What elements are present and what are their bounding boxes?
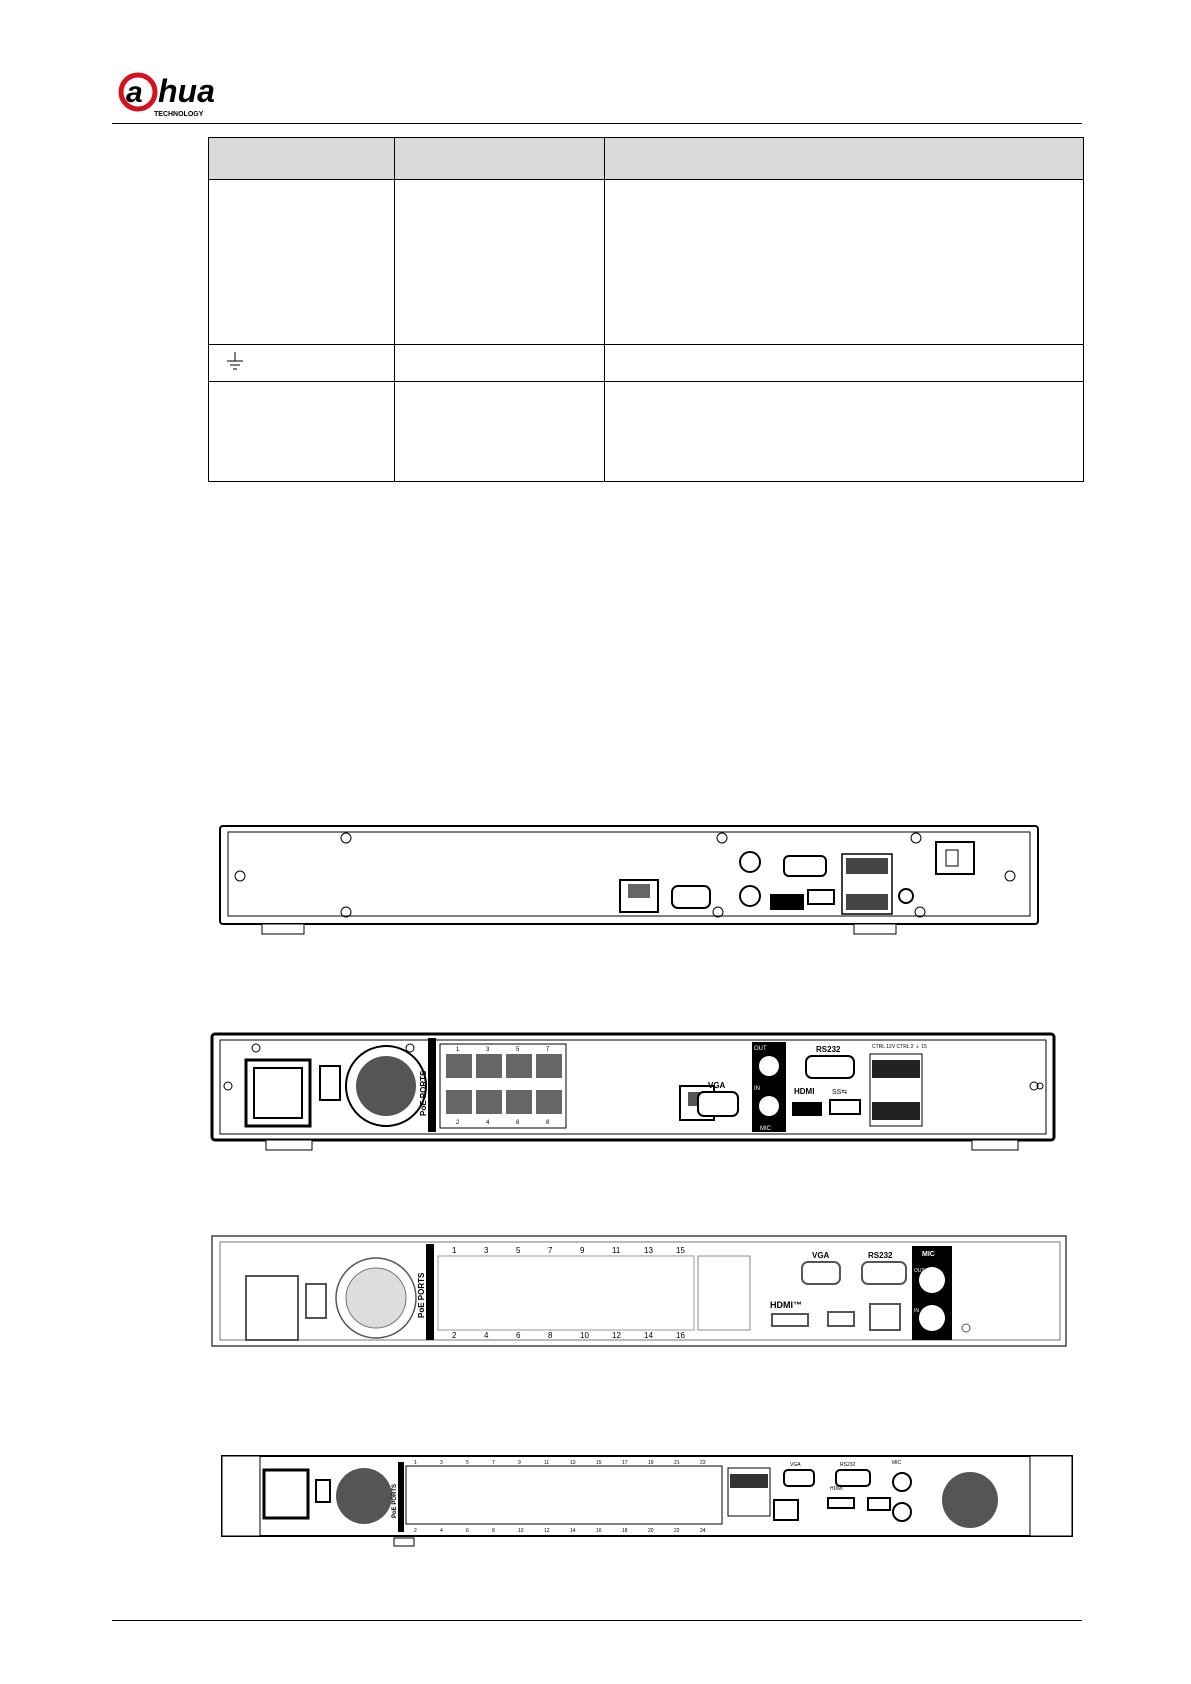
port-number: 11 [612,1246,621,1255]
poe-port-group [438,1256,694,1330]
poe-port [506,1054,532,1078]
vga-port [802,1262,840,1284]
mic-label: MIC [922,1251,935,1258]
rear-panel-figure-4 [218,1452,1076,1562]
audio-out-jack [893,1473,911,1491]
port-number: 7 [492,1460,495,1466]
rs232-port [806,1056,854,1078]
port-number: 3 [484,1246,489,1255]
port-number: 8 [546,1120,550,1126]
poe-port [536,1090,562,1114]
port-number: 13 [644,1246,653,1255]
port-number: 2 [456,1120,460,1126]
hdmi-label: HDMI [794,1087,815,1096]
logo-text: hua [158,73,215,109]
spec-table [208,137,1084,482]
port-number: 11 [544,1460,550,1466]
table-header-cell [395,138,605,180]
hdmi-port [792,1102,822,1116]
fan [336,1468,392,1524]
port-number: 5 [516,1246,521,1255]
port-number: 10 [580,1331,589,1340]
vga-label: VGA [812,1251,830,1260]
power-switch [320,1066,340,1100]
logo-a: a [126,76,143,109]
hdmi-port [828,1498,854,1508]
usb-port [868,1498,890,1510]
poe-label-bar [398,1462,404,1532]
usb-port [828,1312,854,1326]
ground-icon [209,348,249,374]
hdmi-label: HDMI™ [770,1300,802,1310]
table-header-row [209,138,1084,180]
vga-port [672,886,710,908]
rs232-label: RS232 [868,1251,893,1260]
port-number: 17 [622,1460,628,1466]
in-label: IN [914,1308,919,1314]
port-number: 1 [456,1047,460,1053]
port-number: 21 [674,1460,680,1466]
hdmi-label: HDMI [830,1486,843,1492]
poe-ports-label: PoE PORTS [392,1483,398,1518]
port-number: 2 [452,1331,457,1340]
usb-port [830,1100,860,1114]
port-number: 9 [580,1246,585,1255]
power-inlet [264,1470,308,1518]
poe-label-bar [426,1244,434,1340]
port-number: 5 [516,1047,520,1053]
power-inlet [246,1276,298,1340]
table-header-cell [209,138,395,180]
port-number: 7 [546,1047,550,1053]
port-number: 18 [622,1528,628,1534]
fan-2 [942,1472,998,1528]
poe-port [446,1054,472,1078]
port-number: 6 [516,1331,521,1340]
poe-port [476,1090,502,1114]
header-rule [112,123,1082,124]
port-number: 13 [570,1460,576,1466]
port-number: 1 [452,1246,457,1255]
table-row [209,180,1084,345]
rs232-port [862,1262,906,1284]
audio-in-jack [740,886,760,906]
audio-out-jack [759,1056,779,1076]
rear-panel-figure-3 [200,1232,1080,1362]
port-number: 16 [676,1331,685,1340]
table-cell [209,180,395,345]
vga-label: VGA [708,1081,726,1090]
table-cell [605,382,1084,482]
logo-subtext: TECHNOLOGY [154,111,204,118]
audio-in-jack [919,1305,945,1331]
table-row [209,345,1084,382]
port-number: 14 [570,1528,576,1534]
poe-port-group [440,1044,566,1128]
table-cell [209,345,395,382]
rear-panel-figure-2 [200,1030,1080,1162]
power-switch [306,1284,326,1318]
audio-out-jack [740,852,760,872]
port-number: 8 [548,1331,553,1340]
usb-label: SS⇆ [832,1089,848,1096]
rs232-port [836,1470,870,1486]
port-number: 22 [674,1528,680,1534]
hdmi-port [770,894,804,910]
network-port [870,1304,900,1330]
table-cell [209,382,395,482]
vga-port [698,1092,738,1116]
port-number: 16 [596,1528,602,1534]
footer-rule [112,1620,1082,1621]
poe-port [446,1090,472,1114]
poe-port [506,1090,532,1114]
mic-label: MIC [892,1460,902,1466]
alarm-label: CTRL 12V CTRL 2 ⏚ 15 [872,1044,927,1050]
port-number: 12 [544,1528,550,1534]
port-number: 4 [486,1120,490,1126]
rs232-port [784,856,826,876]
in-label: IN [754,1086,760,1092]
port-number: 1 [414,1460,417,1466]
vga-port [784,1470,814,1486]
port-number: 24 [700,1528,706,1534]
poe-port [536,1054,562,1078]
table-cell [395,382,605,482]
hdmi-port [772,1314,808,1326]
alarm-terminal-block [698,1256,750,1330]
port-number: 15 [596,1460,602,1466]
rear-panel-figure-1 [200,820,1080,950]
rs232-label: RS232 [816,1045,841,1054]
audio-in-jack [893,1503,911,1521]
audio-in-jack [759,1096,779,1116]
out-label: OUT [754,1046,767,1052]
table-cell [395,345,605,382]
port-number: 14 [644,1331,653,1340]
poe-port-group [406,1466,722,1524]
port-number: 15 [676,1246,685,1255]
table-cell [605,180,1084,345]
port-number: 8 [492,1528,495,1534]
port-number: 6 [466,1528,469,1534]
port-number: 9 [518,1460,521,1466]
mic-label: MIC [760,1126,771,1132]
port-number: 2 [414,1528,417,1534]
port-number: 4 [440,1528,443,1534]
table-row [209,382,1084,482]
port-number: 12 [612,1331,621,1340]
port-number: 5 [466,1460,469,1466]
table-cell [395,180,605,345]
power-dc-jack [899,889,913,903]
rs232-label: RS232 [840,1462,856,1468]
port-number: 3 [440,1460,443,1466]
table-header-cell [605,138,1084,180]
port-number: 6 [516,1120,520,1126]
usb-port [808,890,834,904]
port-number: 3 [486,1047,490,1053]
poe-ports-label: PoE PORTS [419,1070,428,1116]
port-number: 7 [548,1246,553,1255]
port-number: 20 [648,1528,654,1534]
power-switch [316,1480,330,1502]
table-cell [605,345,1084,382]
poe-port [476,1054,502,1078]
dahua-logo [116,66,256,122]
poe-label-bar [428,1038,436,1132]
port-number: 23 [700,1460,706,1466]
poe-ports-label: PoE PORTS [417,1272,426,1318]
port-number: 4 [484,1331,489,1340]
port-number: 19 [648,1460,654,1466]
out-label: OUT [914,1268,925,1274]
network-port [774,1500,798,1520]
vga-label: VGA [790,1462,801,1468]
port-number: 10 [518,1528,524,1534]
